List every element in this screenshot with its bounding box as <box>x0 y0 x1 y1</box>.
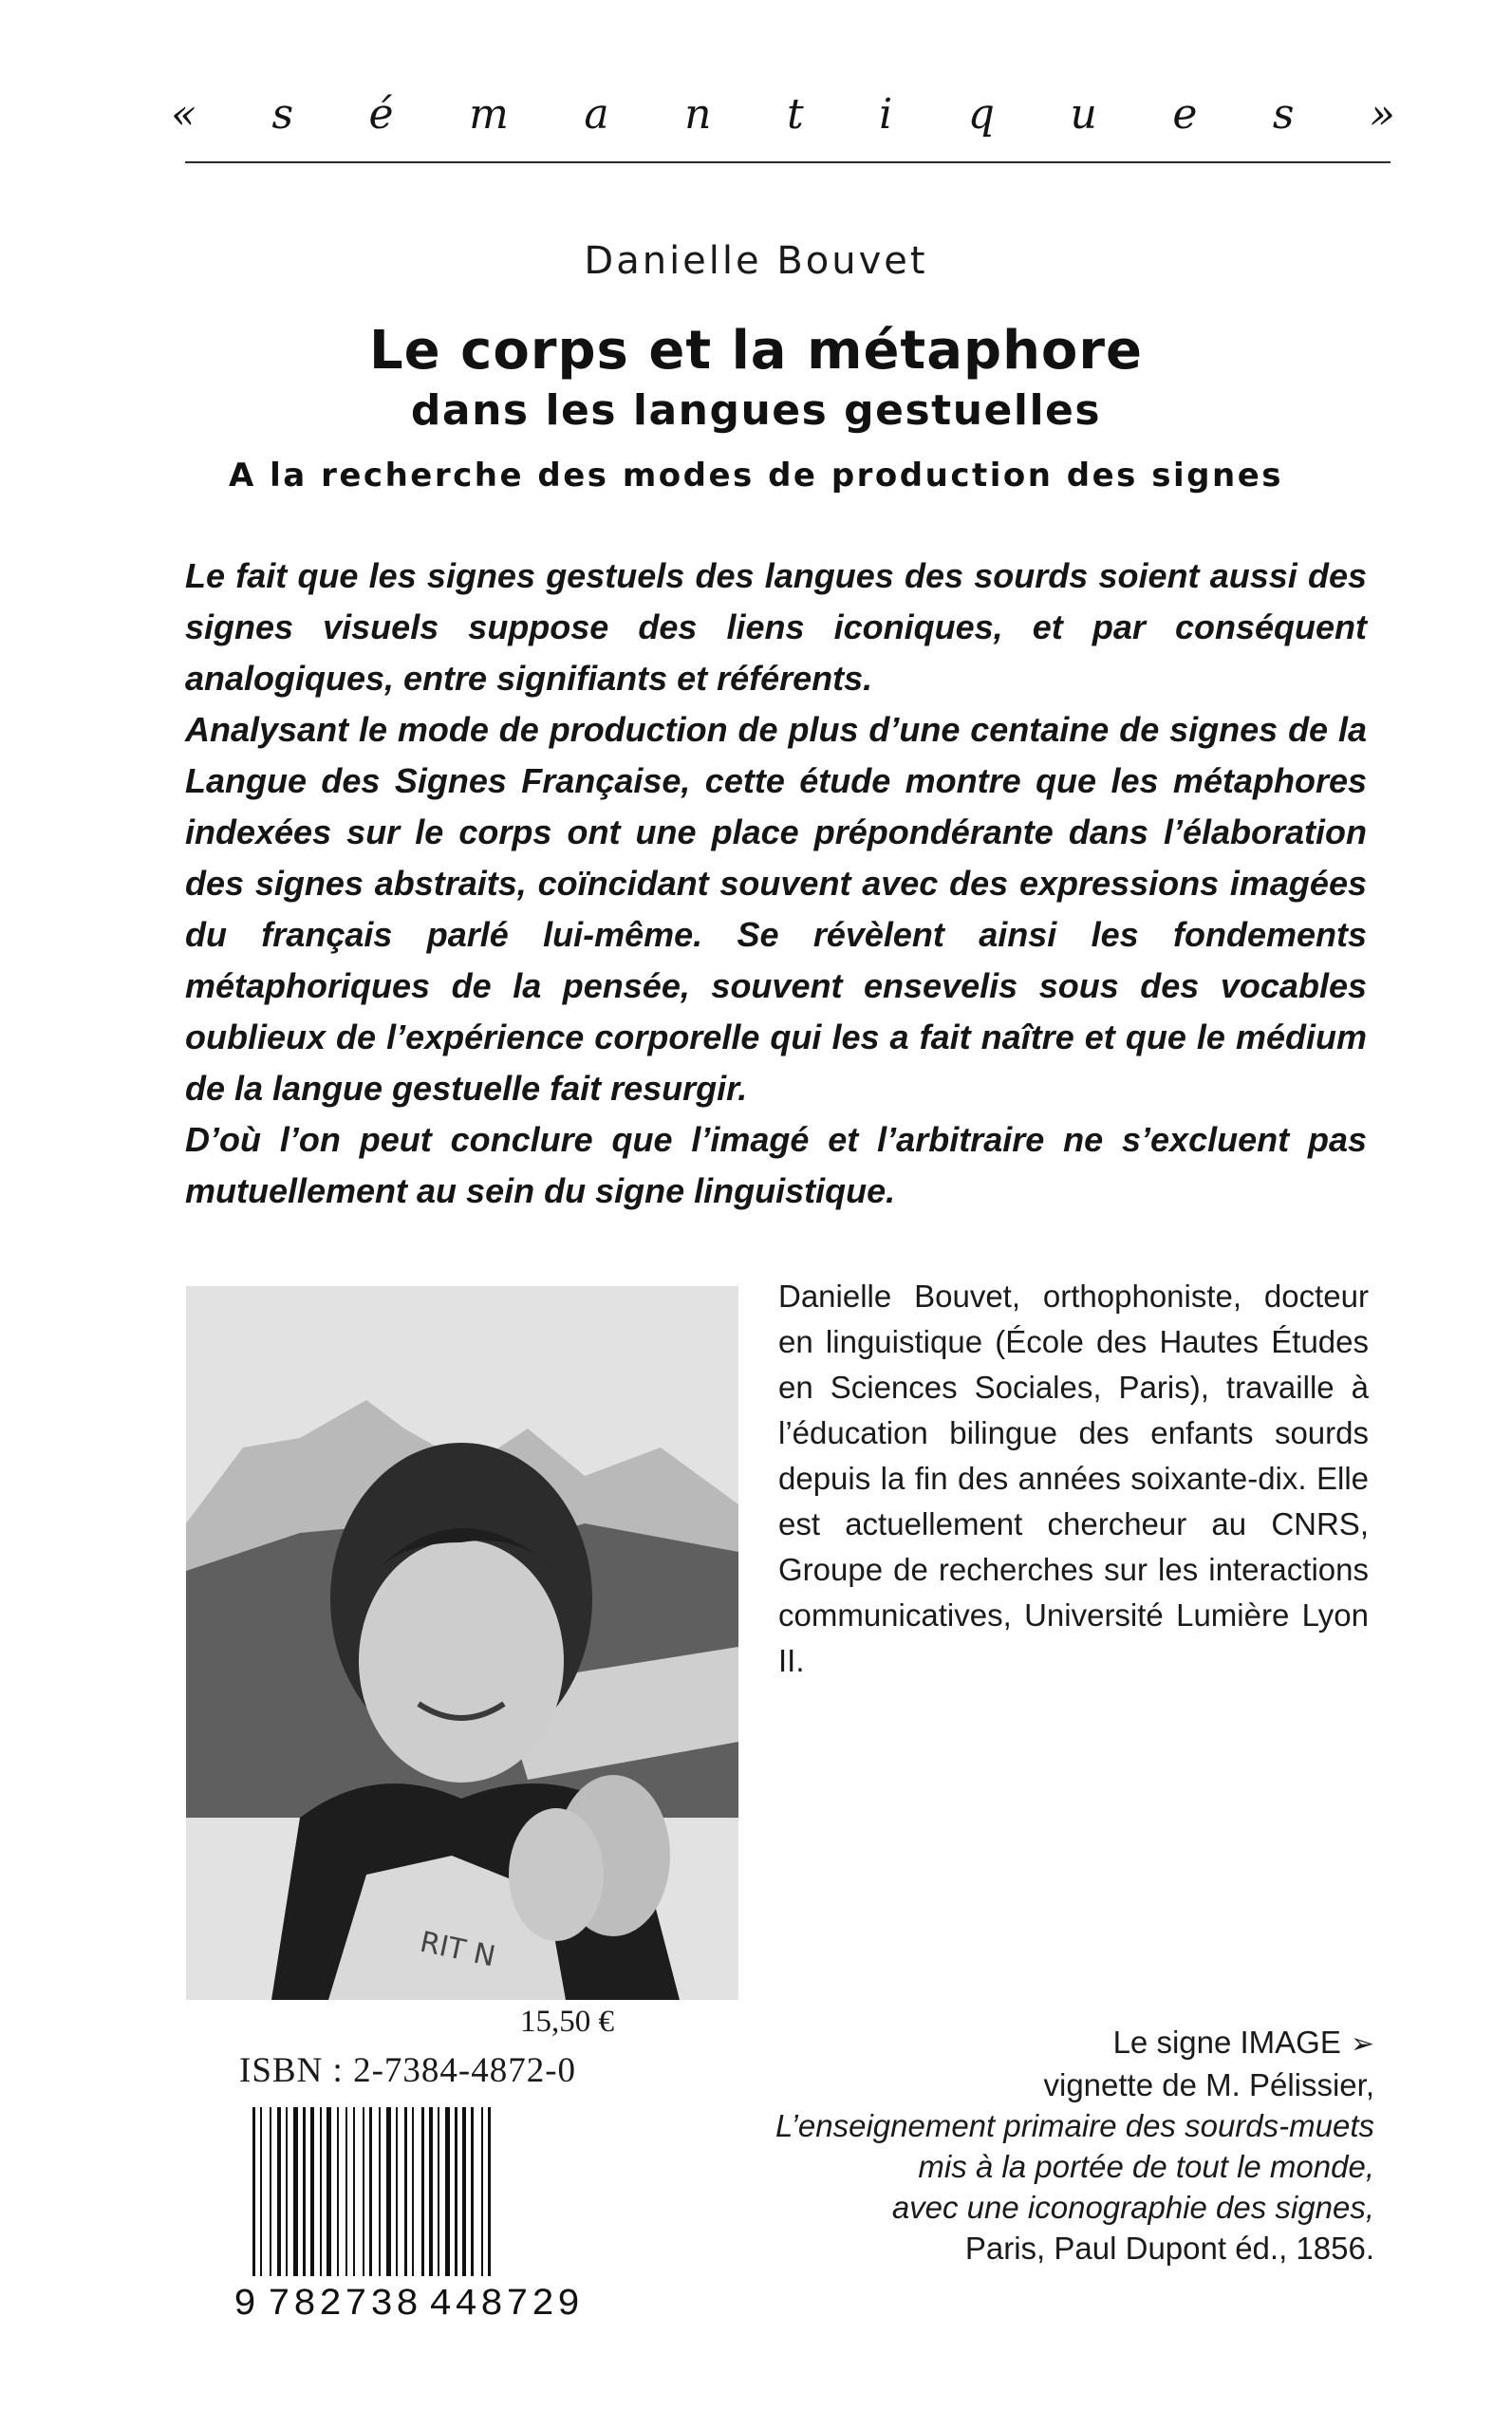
barcode-bar <box>286 2107 288 2276</box>
blurb-paragraph: D’où l’on peut conclure que l’imagé et l’arbitraire ne s’excluent pas mutuellement au sein du signe linguistique. <box>185 1120 1367 1210</box>
blurb-paragraph: Analysant le mode de production de plus d’une centaine de signes de la Langue des Signes Française, cette étude montre que les métaphores indexées sur le corps ont une place prépondérante dans l’élaboration des signes abstraits, coïncidant souvent avec des expressions imagées du français parlé lui-même. Se révèlent ainsi les fondements métaphoriques de la pensée, souvent ensevelis sous des vocables oublieux de l’expérience corporelle qui les a fait naître et que le médium de la langue gestuelle fait resurgir. <box>185 710 1367 1108</box>
caption-line: avec une iconographie des signes, <box>891 2190 1374 2225</box>
series-open-quote: « <box>171 90 196 139</box>
author-photo <box>186 1286 738 2000</box>
barcode-bar <box>293 2107 298 2276</box>
series-letter: m <box>469 90 509 139</box>
barcode-bar <box>488 2107 491 2276</box>
image-caption <box>721 2022 1374 2269</box>
series-letter: é <box>368 90 394 139</box>
barcode-bar <box>396 2107 398 2276</box>
caption-line: Paris, Paul Dupont éd., 1856. <box>964 2231 1374 2266</box>
series-letter: i <box>879 90 893 139</box>
barcode-bar <box>445 2107 450 2276</box>
price: 15,50 € <box>520 2005 614 2039</box>
series-letter: a <box>584 90 609 139</box>
book-title: Le corps et la métaphore <box>369 320 1143 382</box>
barcode-digit-first: 9 <box>233 2284 257 2320</box>
author-name: Danielle Bouvet <box>584 239 928 283</box>
barcode-bar <box>386 2107 391 2276</box>
blurb-paragraph: Le fait que les signes gestuels des langues des sourds soient aussi des signes visuels suppose des liens iconiques, et par conséquent analogiques, entre signifiants et référents. <box>185 556 1367 698</box>
book-subtitle: A la recherche des modes de production des signes <box>229 457 1283 495</box>
caption-line: L’enseignement primaire des sourds-muets <box>775 2108 1374 2143</box>
author-bio: Danielle Bouvet, orthophoniste, docteur en linguistique (École des Hautes Études en Sciences Sociales, Paris), travaille à l’éducation bilingue des enfants sourds depuis la fin des années soixante-dix. Elle est actuellement chercheur au CNRS, Groupe de recherches sur les interactions communicatives, Université Lumière Lyon II. <box>778 1279 1369 1678</box>
caption-line: mis à la portée de tout le monde, <box>918 2149 1374 2184</box>
barcode-bar <box>277 2107 281 2276</box>
barcode-bar <box>270 2107 271 2276</box>
blurb <box>185 551 1367 1217</box>
barcode-bars <box>252 2107 491 2276</box>
barcode-bar <box>429 2107 433 2276</box>
barcode-bar <box>320 2107 322 2276</box>
barcode-bar <box>379 2107 381 2276</box>
book-title-line2: dans les langues gestuelles <box>410 386 1102 435</box>
barcode-bar <box>438 2107 439 2276</box>
barcode-bar <box>471 2107 474 2276</box>
series-close-quote: » <box>1369 90 1395 139</box>
photo-shirt-text: RIT N <box>417 1925 498 1974</box>
barcode <box>232 2103 598 2320</box>
barcode-bar <box>363 2107 364 2276</box>
barcode-bar <box>481 2107 483 2276</box>
series-letter: s <box>271 90 294 139</box>
series-letter: q <box>967 90 995 139</box>
caption-sign-label: Le signe IMAGE <box>1112 2025 1341 2060</box>
barcode-bar <box>310 2107 314 2276</box>
series-letter: n <box>684 90 712 139</box>
barcode-bar <box>404 2107 407 2276</box>
isbn: ISBN : 2-7384-4872-0 <box>239 2051 577 2090</box>
caption-line: vignette de M. Pélissier, <box>1043 2067 1374 2102</box>
series-letter: t <box>786 90 804 139</box>
barcode-bar <box>421 2107 424 2276</box>
arrow-icon: ➢ <box>1350 2028 1374 2060</box>
barcode-graphic <box>232 2103 598 2320</box>
barcode-bar <box>369 2107 372 2276</box>
barcode-bar <box>252 2107 255 2276</box>
barcode-bar <box>337 2107 339 2276</box>
barcode-bar <box>412 2107 414 2276</box>
barcode-bar <box>303 2107 306 2276</box>
series-letter: s <box>1272 90 1295 139</box>
author-photo-image <box>186 1286 738 2000</box>
series-letter: u <box>1070 90 1097 139</box>
barcode-bar <box>327 2107 331 2276</box>
barcode-bar <box>345 2107 347 2276</box>
barcode-bar <box>260 2107 262 2276</box>
header-divider <box>185 161 1391 163</box>
barcode-digits-right: 448729 <box>429 2284 584 2320</box>
barcode-bar <box>353 2107 355 2276</box>
caption-line <box>721 2022 1374 2064</box>
series-title <box>171 90 1395 139</box>
barcode-bar <box>462 2107 466 2276</box>
series-letter: e <box>1172 90 1198 139</box>
barcode-bar <box>455 2107 457 2276</box>
barcode-digits-left: 782738 <box>268 2284 422 2320</box>
